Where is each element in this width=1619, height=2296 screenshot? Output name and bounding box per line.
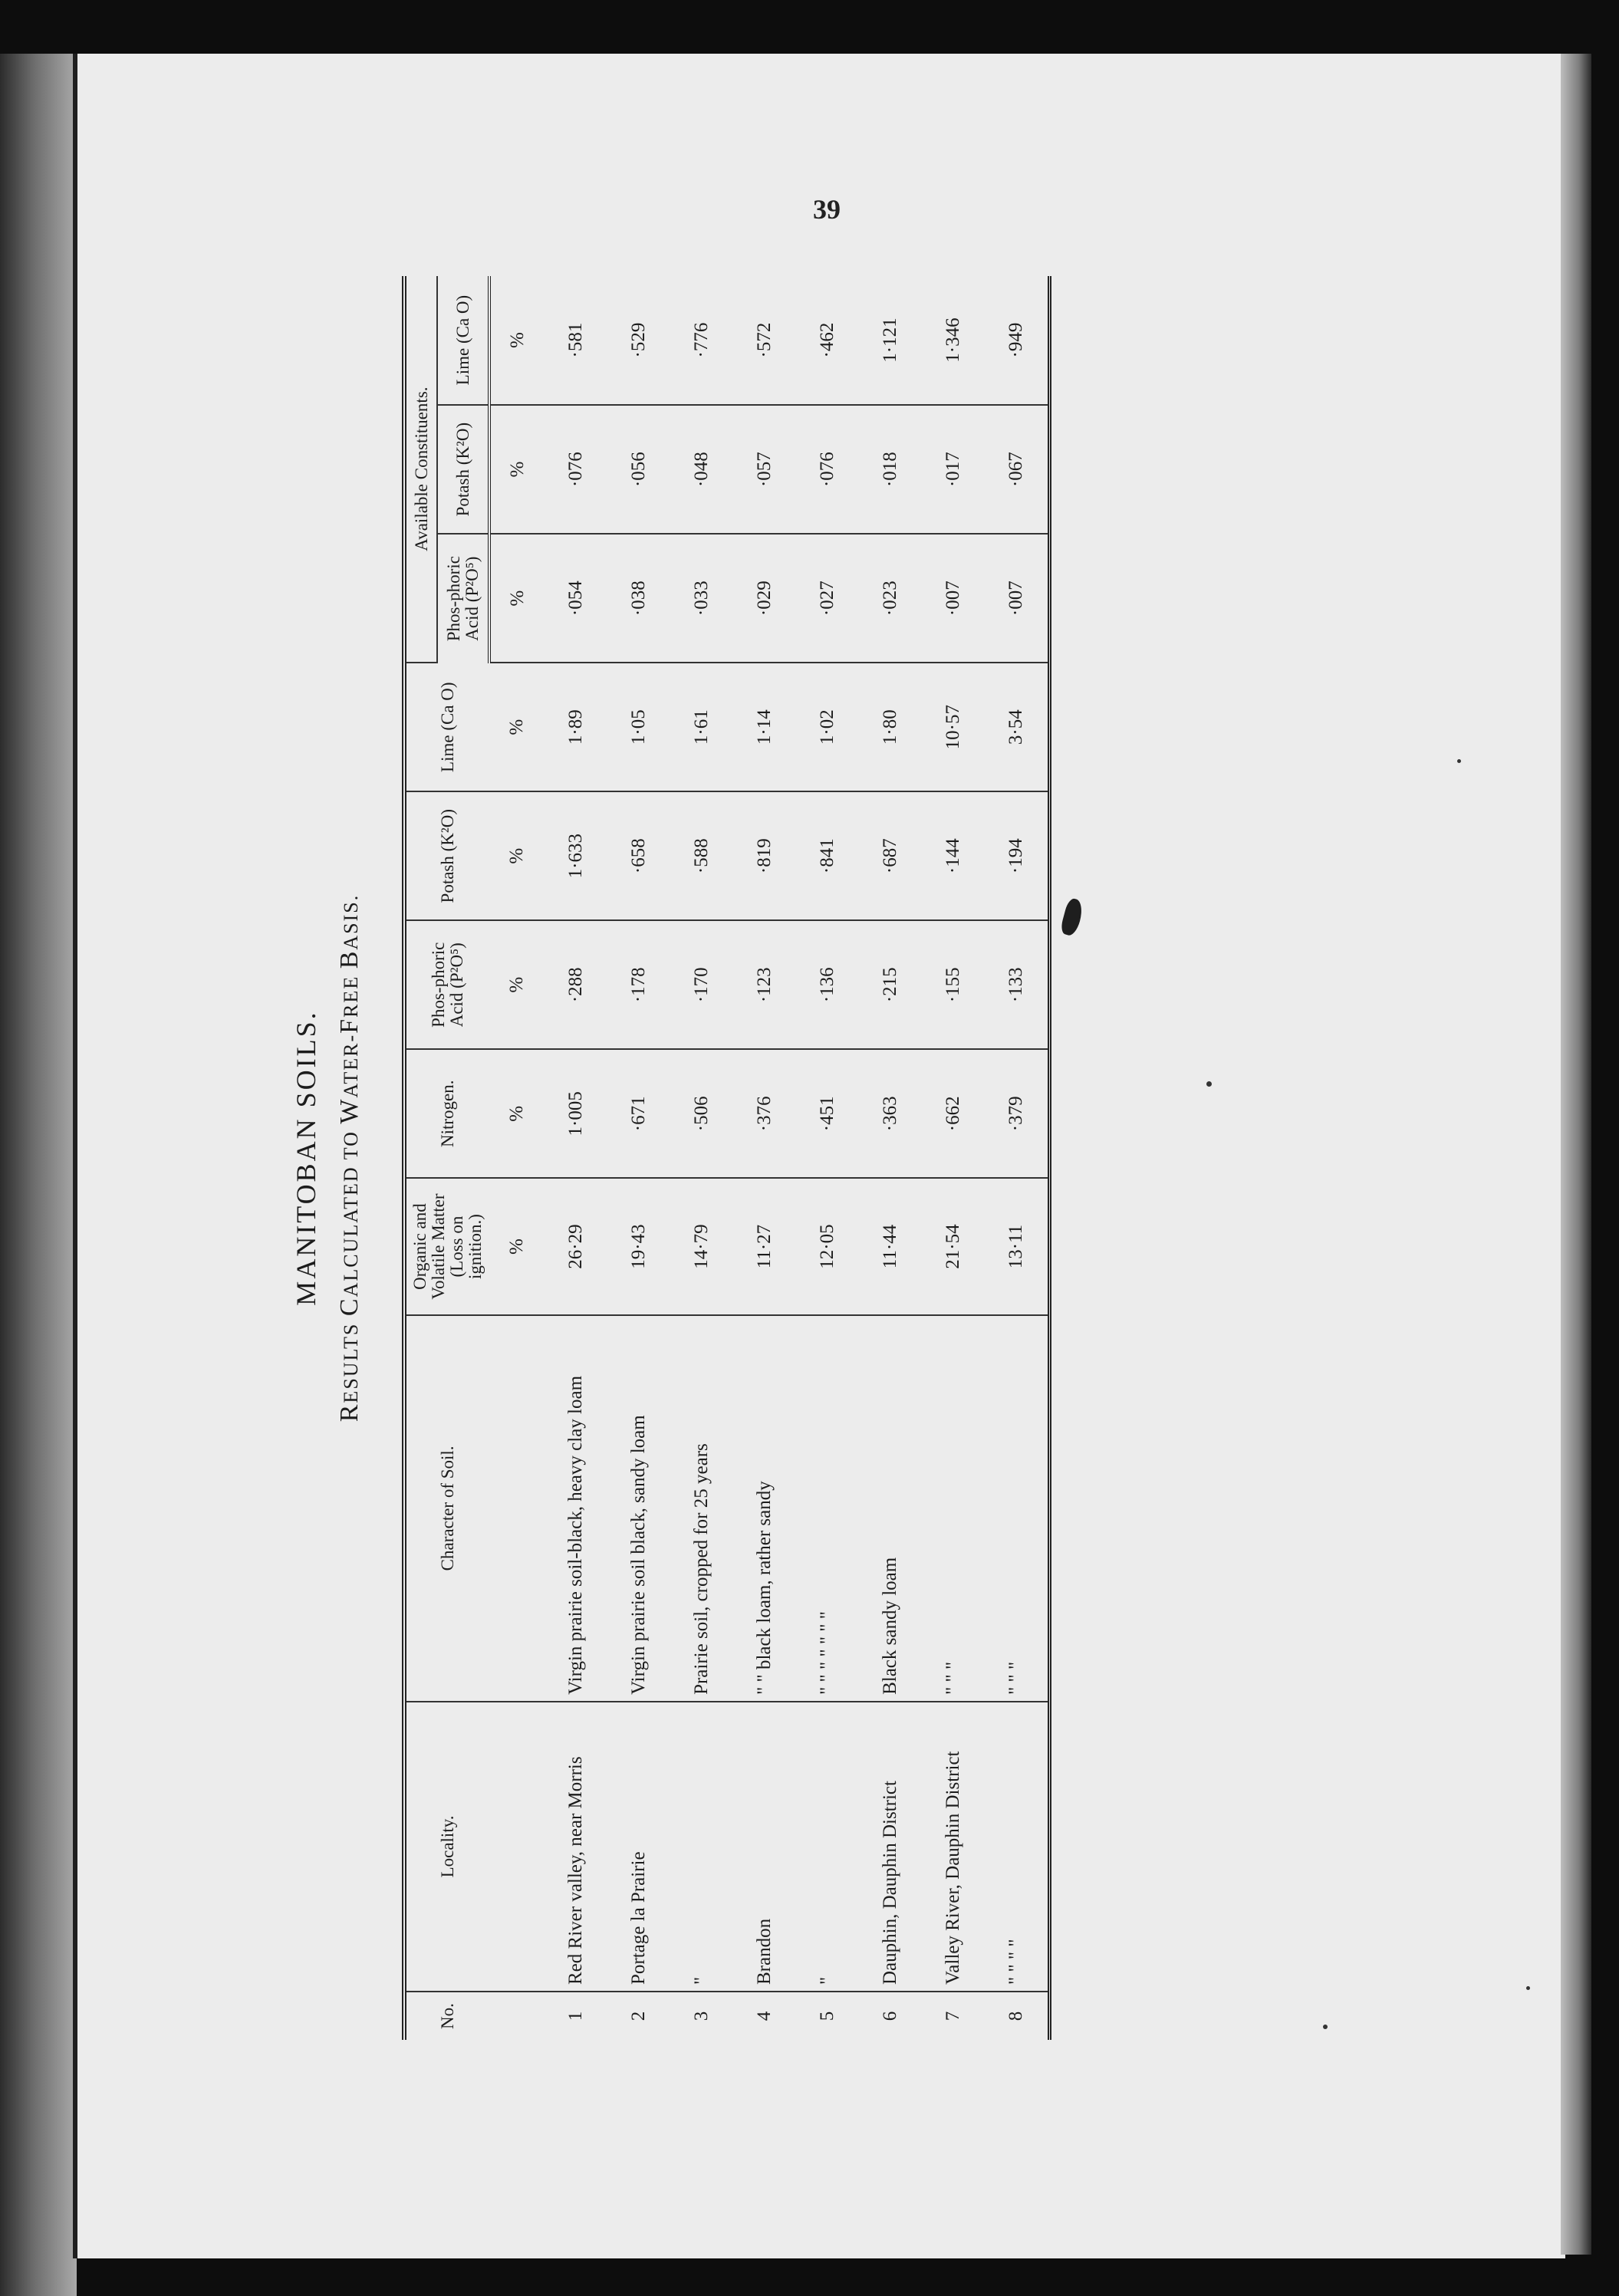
soil-analysis-table bbox=[402, 276, 1051, 2040]
header-available-phosphoric: Phos-phoric Acid (P²O⁵) bbox=[437, 534, 489, 663]
unit-cell: % bbox=[489, 405, 545, 534]
cell-no: 8 bbox=[1005, 2011, 1026, 2021]
subtitle-part: REE bbox=[340, 969, 362, 1018]
subtitle-part: B bbox=[335, 949, 364, 969]
cell-av-potash: ·076 bbox=[545, 405, 607, 534]
cell-no: 4 bbox=[754, 2011, 775, 2021]
cell-potash: ·658 bbox=[607, 791, 670, 920]
subtitle-part: ALCULATED TO bbox=[340, 1123, 362, 1298]
table-row bbox=[545, 276, 607, 2040]
unit-cell: % bbox=[489, 663, 545, 791]
cell-character: " " " bbox=[985, 1315, 1050, 1702]
cell-character: " " " bbox=[922, 1315, 985, 1702]
cell-av-lime: 1·346 bbox=[922, 276, 985, 405]
cell-lime: 1·80 bbox=[859, 663, 922, 791]
subtitle-part: ATER- bbox=[340, 1033, 362, 1098]
table-row bbox=[985, 276, 1050, 2040]
cell-lime: 1·02 bbox=[796, 663, 859, 791]
cell-no: 7 bbox=[943, 2011, 963, 2021]
header-no: No. bbox=[438, 2003, 457, 2029]
cell-phosphoric: ·136 bbox=[796, 920, 859, 1049]
cell-organic: 26·29 bbox=[545, 1178, 607, 1315]
cell-av-potash: ·048 bbox=[670, 405, 733, 534]
cell-lime: 1·61 bbox=[670, 663, 733, 791]
cell-av-potash: ·017 bbox=[922, 405, 985, 534]
cell-no: 6 bbox=[880, 2011, 900, 2021]
cell-phosphoric: ·155 bbox=[922, 920, 985, 1049]
cell-nitrogen: ·451 bbox=[796, 1049, 859, 1178]
cell-av-phosphoric: ·023 bbox=[859, 534, 922, 663]
subtitle-part: C bbox=[335, 1297, 364, 1317]
cell-phosphoric: ·123 bbox=[733, 920, 796, 1049]
rotated-table-block bbox=[284, 261, 1051, 2055]
unit-cell bbox=[489, 1992, 545, 2040]
cell-av-phosphoric: ·007 bbox=[985, 534, 1050, 663]
unit-cell: % bbox=[489, 1049, 545, 1178]
cell-av-phosphoric: ·038 bbox=[607, 534, 670, 663]
cell-nitrogen: 1·005 bbox=[545, 1049, 607, 1178]
unit-cell bbox=[489, 1315, 545, 1702]
cell-phosphoric: ·215 bbox=[859, 920, 922, 1049]
cell-av-lime: ·529 bbox=[607, 276, 670, 405]
cell-organic: 11·44 bbox=[859, 1178, 922, 1315]
cell-character: Black sandy loam bbox=[859, 1315, 922, 1702]
cell-lime: 1·14 bbox=[733, 663, 796, 791]
cell-av-phosphoric: ·027 bbox=[796, 534, 859, 663]
cell-av-potash: ·056 bbox=[607, 405, 670, 534]
table-row bbox=[607, 276, 670, 2040]
header-character: Character of Soil. bbox=[404, 1315, 489, 1702]
unit-cell: % bbox=[489, 276, 545, 405]
cell-no: 1 bbox=[565, 2011, 586, 2021]
subtitle-part: ESULTS bbox=[340, 1316, 362, 1403]
header-lime: Lime (Ca O) bbox=[404, 663, 489, 791]
cell-lime: 3·54 bbox=[985, 663, 1050, 791]
cell-phosphoric: ·288 bbox=[545, 920, 607, 1049]
speck bbox=[1323, 2025, 1328, 2029]
cell-character: Prairie soil, cropped for 25 years bbox=[670, 1315, 733, 1702]
cell-potash: ·588 bbox=[670, 791, 733, 920]
header-locality: Locality. bbox=[404, 1702, 489, 1992]
cell-potash: 1·633 bbox=[545, 791, 607, 920]
cell-nitrogen: ·671 bbox=[607, 1049, 670, 1178]
cell-locality: " bbox=[670, 1702, 733, 1992]
header-available-lime: Lime (Ca O) bbox=[437, 276, 489, 405]
header-nitrogen: Nitrogen. bbox=[404, 1049, 489, 1178]
cell-locality: " bbox=[796, 1702, 859, 1992]
cell-av-potash: ·067 bbox=[985, 405, 1050, 534]
cell-organic: 14·79 bbox=[670, 1178, 733, 1315]
header-available: Available Constituents. bbox=[404, 276, 437, 663]
units-row bbox=[489, 276, 545, 2040]
cell-lime: 10·57 bbox=[922, 663, 985, 791]
cell-lime: 1·05 bbox=[607, 663, 670, 791]
cell-locality: Valley River, Dauphin District bbox=[922, 1702, 985, 1992]
speck bbox=[1526, 1986, 1530, 1990]
cell-character: " " " " " " " bbox=[796, 1315, 859, 1702]
table-row bbox=[796, 276, 859, 2040]
page-number: 39 bbox=[813, 194, 841, 225]
header-available-potash: Potash (K²O) bbox=[437, 405, 489, 534]
cell-locality: " " " " bbox=[985, 1702, 1050, 1992]
cell-no: 2 bbox=[628, 2011, 649, 2021]
table-row bbox=[670, 276, 733, 2040]
subtitle-part: F bbox=[335, 1017, 364, 1034]
speck bbox=[1457, 759, 1461, 763]
cell-av-lime: ·776 bbox=[670, 276, 733, 405]
cell-no: 5 bbox=[817, 2011, 837, 2021]
cell-nitrogen: ·506 bbox=[670, 1049, 733, 1178]
subtitle-part: R bbox=[335, 1403, 364, 1423]
unit-cell: % bbox=[489, 1178, 545, 1315]
cell-potash: ·819 bbox=[733, 791, 796, 920]
cell-av-lime: ·572 bbox=[733, 276, 796, 405]
table-row bbox=[922, 276, 985, 2040]
cell-lime: 1·89 bbox=[545, 663, 607, 791]
cell-av-lime: ·949 bbox=[985, 276, 1050, 405]
cell-locality: Brandon bbox=[733, 1702, 796, 1992]
subtitle-part: ASIS. bbox=[340, 893, 362, 950]
cell-potash: ·144 bbox=[922, 791, 985, 920]
cell-organic: 19·43 bbox=[607, 1178, 670, 1315]
unit-cell: % bbox=[489, 920, 545, 1049]
cell-potash: ·841 bbox=[796, 791, 859, 920]
table-title: MANITOBAN SOILS. bbox=[291, 1010, 321, 1306]
cell-av-lime: ·462 bbox=[796, 276, 859, 405]
cell-av-phosphoric: ·054 bbox=[545, 534, 607, 663]
cell-no: 3 bbox=[691, 2011, 712, 2021]
unit-cell: % bbox=[489, 534, 545, 663]
table-row bbox=[733, 276, 796, 2040]
cell-locality: Red River valley, near Morris bbox=[545, 1702, 607, 1992]
header-potash: Potash (K²O) bbox=[404, 791, 489, 920]
table-subtitle bbox=[328, 261, 371, 2055]
cell-av-lime: 1·121 bbox=[859, 276, 922, 405]
header-organic: Organic and Volatile Matter (Loss on ignition.) bbox=[404, 1178, 489, 1315]
cell-av-lime: ·581 bbox=[545, 276, 607, 405]
unit-cell bbox=[489, 1702, 545, 1992]
cell-av-potash: ·018 bbox=[859, 405, 922, 534]
cell-av-phosphoric: ·033 bbox=[670, 534, 733, 663]
cell-av-phosphoric: ·007 bbox=[922, 534, 985, 663]
cell-nitrogen: ·662 bbox=[922, 1049, 985, 1178]
cell-nitrogen: ·363 bbox=[859, 1049, 922, 1178]
speck bbox=[1206, 1081, 1212, 1087]
unit-cell: % bbox=[489, 791, 545, 920]
cell-nitrogen: ·376 bbox=[733, 1049, 796, 1178]
cell-potash: ·687 bbox=[859, 791, 922, 920]
header-phosphoric: Phos-phoric Acid (P²O⁵) bbox=[404, 920, 489, 1049]
cell-character: Virgin prairie soil-black, heavy clay loam bbox=[545, 1315, 607, 1702]
cell-phosphoric: ·170 bbox=[670, 920, 733, 1049]
cell-organic: 21·54 bbox=[922, 1178, 985, 1315]
cell-locality: Dauphin, Dauphin District bbox=[859, 1702, 922, 1992]
adjacent-page-edge bbox=[0, 54, 77, 2296]
cell-organic: 12·05 bbox=[796, 1178, 859, 1315]
cell-av-potash: ·057 bbox=[733, 405, 796, 534]
page-edge-shadow bbox=[1561, 54, 1591, 2255]
cell-locality: Portage la Prairie bbox=[607, 1702, 670, 1992]
cell-organic: 13·11 bbox=[985, 1178, 1050, 1315]
cell-character: " " black loam, rather sandy bbox=[733, 1315, 796, 1702]
subtitle-part: W bbox=[335, 1097, 364, 1124]
cell-av-potash: ·076 bbox=[796, 405, 859, 534]
cell-phosphoric: ·133 bbox=[985, 920, 1050, 1049]
cell-organic: 11·27 bbox=[733, 1178, 796, 1315]
cell-character: Virgin prairie soil black, sandy loam bbox=[607, 1315, 670, 1702]
cell-av-phosphoric: ·029 bbox=[733, 534, 796, 663]
cell-phosphoric: ·178 bbox=[607, 920, 670, 1049]
cell-nitrogen: ·379 bbox=[985, 1049, 1050, 1178]
table-row bbox=[859, 276, 922, 2040]
cell-potash: ·194 bbox=[985, 791, 1050, 920]
